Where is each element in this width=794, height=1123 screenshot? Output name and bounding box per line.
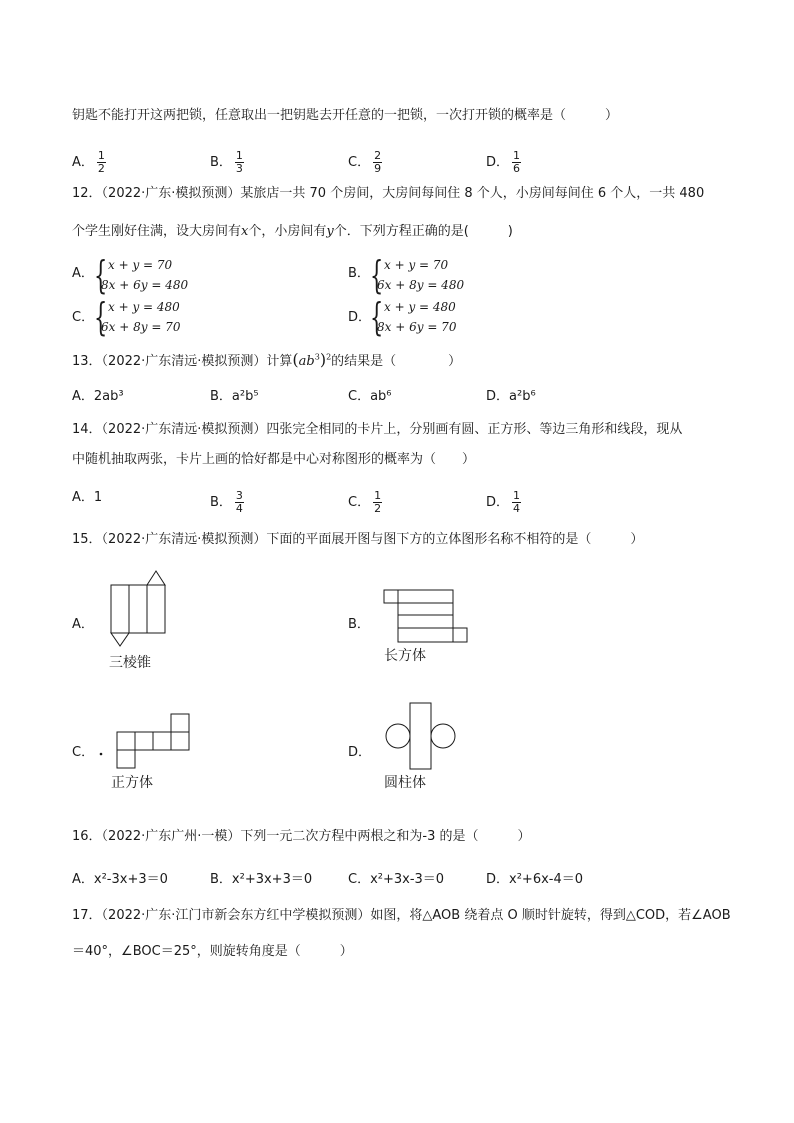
q12-option-c-system: { x + y = 480 6x + 8y = 70: [94, 295, 181, 339]
option-fraction: $\frac{1}{2}$: [97, 149, 105, 175]
q15-figure-d-net: [384, 701, 460, 771]
q12-option-b-label[interactable]: B．: [348, 266, 370, 281]
q12-option-a-system: { x + y = 70 8x + 6y = 480: [94, 253, 189, 297]
q13-expression: $(ab^3)^2$: [292, 350, 332, 369]
q15-caption-d: 圆柱体: [384, 775, 426, 791]
q16-option-d[interactable]: D．x²+6x-4＝0: [486, 872, 584, 887]
q11-option-d[interactable]: [486, 150, 521, 175]
q14-stem-line2: 中随机抽取两张，卡片上画的恰好都是中心对称图形的概率为（ ）: [72, 452, 476, 467]
q14-option-b[interactable]: B． $\frac{3}{4}$: [210, 489, 243, 515]
q14-stem-line1: 14．（2022·广东清远·模拟预测）四张完全相同的卡片上，分别画有圆、正方形、等边三角形和线段，现从: [72, 422, 683, 437]
q15-option-d-label[interactable]: D．: [348, 745, 372, 760]
option-label: B．: [210, 155, 232, 170]
q15-figure-c-net: [98, 712, 194, 772]
q16-stem: 16．（2022·广东广州·一模）下列一元二次方程中两根之和为-3 的是（ ）: [72, 829, 531, 844]
q15-stem: 15．（2022·广东清远·模拟预测）下面的平面展开图与图下方的立体图形名称不相符的是（ ）: [72, 532, 644, 547]
q16-option-c[interactable]: C．x²+3x-3＝0: [348, 872, 445, 887]
option-label: C．: [348, 155, 371, 170]
q15-option-b-label[interactable]: B．: [348, 617, 370, 632]
q12-option-b-system: { x + y = 70 6x + 8y = 480: [370, 253, 465, 297]
q11-stem-tail: 钥匙不能打开这两把锁，任意取出一把钥匙去开任意的一把锁，一次打开锁的概率是（ ）: [72, 108, 619, 123]
option-fraction: $\frac{2}{9}$: [374, 149, 382, 175]
q15-option-a-label[interactable]: A．: [72, 617, 94, 632]
q13-option-c[interactable]: C．ab⁶: [348, 389, 392, 404]
option-fraction: $\frac{1}{6}$: [513, 149, 521, 175]
option-fraction: $\frac{1}{3}$: [235, 149, 243, 175]
q12-option-c-label[interactable]: C．: [72, 310, 95, 325]
q15-option-c-label[interactable]: C．: [72, 745, 95, 760]
option-label: D．: [486, 155, 510, 170]
q15-caption-b: 长方体: [384, 648, 426, 664]
q13-stem: 13．（2022·广东清远·模拟预测）计算$(ab^3)^2$的结果是（ ）: [72, 350, 462, 369]
q16-option-b[interactable]: B．x²+3x+3＝0: [210, 872, 313, 887]
q13-option-a[interactable]: A．2ab³: [72, 389, 124, 404]
q12-stem-line1: 12．（2022·广东·模拟预测）某旅店一共 70 个房间，大房间每间住 8 个人，小房间每间住 6 个人，一共 480: [72, 186, 705, 201]
q12-stem-line2: 个学生刚好住满，设大房间有x个，小房间有y个．下列方程正确的是( ): [72, 224, 513, 239]
q14-option-a[interactable]: A．1: [72, 490, 103, 505]
q15-figure-a-net: [108, 568, 168, 648]
q13-option-d[interactable]: D．a²b⁶: [486, 389, 536, 404]
q11-option-b[interactable]: [210, 150, 244, 175]
q17-stem-line1: 17．（2022·广东·江门市新会东方红中学模拟预测）如图，将△AOB 绕着点 O 顺时针旋转，得到△COD，若∠AOB: [72, 908, 731, 923]
q11-option-c[interactable]: [348, 150, 382, 175]
q17-stem-line2: ＝40°，∠BOC＝25°，则旋转角度是（ ）: [72, 944, 353, 959]
q15-caption-c: 正方体: [111, 775, 153, 791]
q15-figure-b-net: [382, 588, 470, 646]
q15-caption-a: 三棱锥: [109, 655, 151, 671]
q14-option-c[interactable]: C． $\frac{1}{2}$: [348, 489, 382, 515]
q12-option-d-label[interactable]: D．: [348, 310, 372, 325]
q14-option-d[interactable]: D． $\frac{1}{4}$: [486, 489, 521, 515]
q13-option-b[interactable]: B．a²b⁵: [210, 389, 259, 404]
q11-option-a[interactable]: [72, 150, 106, 175]
q12-option-d-system: { x + y = 480 8x + 6y = 70: [370, 295, 457, 339]
option-label: A．: [72, 155, 94, 170]
q16-option-a[interactable]: A．x²-3x+3＝0: [72, 872, 168, 887]
q12-option-a-label[interactable]: A．: [72, 266, 94, 281]
